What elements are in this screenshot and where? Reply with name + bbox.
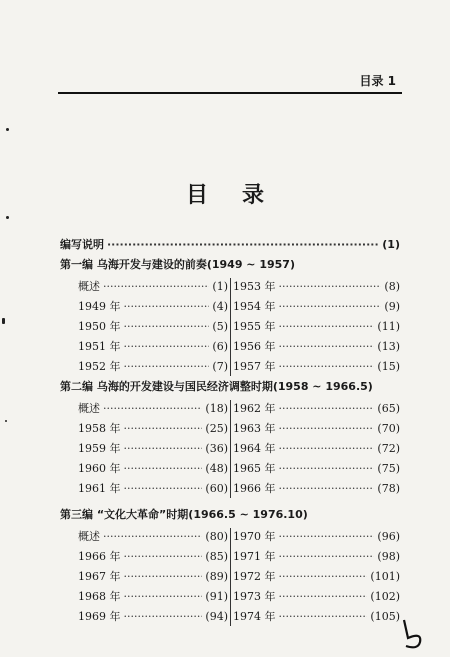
leader-dots — [279, 462, 375, 476]
toc-entry — [78, 530, 228, 544]
toc-entry-label: 1962 年 — [233, 402, 276, 415]
toc-entry — [233, 280, 400, 294]
toc-entry — [233, 442, 400, 456]
leader-dots — [124, 320, 210, 334]
toc-entry-page: (5) — [212, 320, 228, 333]
toc-entry-label: 概述 — [78, 402, 100, 415]
leader-dots — [279, 422, 375, 436]
toc-section-heading: 第三编 “文化大革命”时期(1966.5 ~ 1976.10) — [60, 508, 308, 521]
leader-dots — [124, 610, 203, 624]
column-separator — [230, 528, 231, 626]
toc-entry-page: (48) — [205, 462, 228, 475]
leader-dots — [124, 340, 210, 354]
toc-entry-label: 概述 — [78, 280, 100, 293]
toc-entry-label: 1974 年 — [233, 610, 276, 623]
toc-entry-label: 1960 年 — [78, 462, 121, 475]
toc-entry-label: 1972 年 — [233, 570, 276, 583]
toc-entry-label: 1963 年 — [233, 422, 276, 435]
toc-entry-page: (80) — [205, 530, 228, 543]
toc-entry — [78, 550, 228, 564]
scan-speck — [6, 128, 9, 131]
toc-entry-label: 1971 年 — [233, 550, 276, 563]
toc-entry-page: (9) — [384, 300, 400, 313]
leader-dots — [279, 570, 368, 584]
toc-entry-page: (15) — [377, 360, 400, 373]
leader-dots — [124, 422, 203, 436]
toc-entry — [233, 610, 400, 624]
leader-dots — [124, 300, 210, 314]
toc-entry-label: 1952 年 — [78, 360, 121, 373]
toc-entry — [233, 300, 400, 314]
leader-dots — [124, 590, 203, 604]
leader-dots — [279, 590, 368, 604]
toc-entry-page: (18) — [205, 402, 228, 415]
toc-entry — [78, 402, 228, 416]
toc-entry-page: (101) — [370, 570, 400, 583]
toc-entry — [78, 360, 228, 374]
toc-entry-label: 1958 年 — [78, 422, 121, 435]
toc-entry-page: (78) — [377, 482, 400, 495]
toc-entry-page: (72) — [377, 442, 400, 455]
toc-entry-label: 1953 年 — [233, 280, 276, 293]
leader-dots — [124, 482, 203, 496]
toc-entry-label: 1950 年 — [78, 320, 121, 333]
toc-entry — [233, 402, 400, 416]
toc-entry-page: (7) — [212, 360, 228, 373]
toc-entry — [233, 462, 400, 476]
toc-entry-label: 1965 年 — [233, 462, 276, 475]
toc-entry-label: 1959 年 — [78, 442, 121, 455]
toc-entry-page: (36) — [205, 442, 228, 455]
leader-dots — [107, 238, 379, 252]
toc-entry — [78, 442, 228, 456]
scan-speck — [6, 216, 9, 219]
leader-dots — [124, 462, 203, 476]
toc-section-heading: 第一编 乌海开发与建设的前奏(1949 ~ 1957) — [60, 258, 295, 271]
toc-entry — [78, 320, 228, 334]
toc-entry-label: 1967 年 — [78, 570, 121, 583]
toc-entry-label: 1969 年 — [78, 610, 121, 623]
toc-entry — [233, 360, 400, 374]
toc-entry-page: (75) — [377, 462, 400, 475]
toc-entry-page: (6) — [212, 340, 228, 353]
toc-entry-page: (4) — [212, 300, 228, 313]
scan-speck — [5, 420, 7, 422]
leader-dots — [279, 550, 375, 564]
leader-dots — [279, 320, 375, 334]
toc-entry-page: (89) — [205, 570, 228, 583]
toc-entry-label: 1957 年 — [233, 360, 276, 373]
leader-dots — [103, 530, 202, 544]
toc-entry — [233, 340, 400, 354]
toc-entry-page: (25) — [205, 422, 228, 435]
toc-entry — [78, 590, 228, 604]
toc-entry-page: (98) — [377, 550, 400, 563]
leader-dots — [279, 610, 368, 624]
column-separator — [230, 278, 231, 376]
toc-entry — [233, 530, 400, 544]
toc-entry-page: (102) — [370, 590, 400, 603]
toc-entry — [78, 422, 228, 436]
toc-entry — [78, 300, 228, 314]
toc-entry — [233, 320, 400, 334]
toc-preface — [60, 238, 400, 252]
toc-entry — [78, 340, 228, 354]
toc-entry-page: (11) — [377, 320, 400, 333]
leader-dots — [124, 550, 203, 564]
toc-entry-label: 1968 年 — [78, 590, 121, 603]
toc-entry-label: 概述 — [78, 530, 100, 543]
leader-dots — [124, 570, 203, 584]
toc-entry-page: (105) — [370, 610, 400, 623]
toc-entry-page: (65) — [377, 402, 400, 415]
running-header-text: 目录 1 — [359, 74, 396, 88]
toc-entry — [78, 570, 228, 584]
toc-entry-page: (91) — [205, 590, 228, 603]
leader-dots — [279, 530, 375, 544]
toc-entry-label: 1966 年 — [233, 482, 276, 495]
leader-dots — [279, 340, 375, 354]
toc-entry-page: (13) — [377, 340, 400, 353]
toc-entry — [233, 482, 400, 496]
toc-entry — [233, 422, 400, 436]
toc-entry-label: 1961 年 — [78, 482, 121, 495]
toc-entry-label: 1954 年 — [233, 300, 276, 313]
toc-preface-page: (1) — [382, 238, 400, 251]
toc-entry-page: (8) — [384, 280, 400, 293]
page-title: 目录 — [185, 183, 298, 208]
toc-entry-label: 1964 年 — [233, 442, 276, 455]
toc-entry-label: 1956 年 — [233, 340, 276, 353]
toc-entry — [233, 550, 400, 564]
toc-entry-page: (96) — [377, 530, 400, 543]
leader-dots — [103, 280, 209, 294]
toc-entry-label: 1951 年 — [78, 340, 121, 353]
leader-dots — [279, 402, 375, 416]
toc-entry — [78, 280, 228, 294]
scan-speck — [2, 318, 5, 324]
toc-entry-page: (94) — [205, 610, 228, 623]
toc-entry-label: 1966 年 — [78, 550, 121, 563]
leader-dots — [124, 360, 210, 374]
leader-dots — [279, 442, 375, 456]
leader-dots — [279, 280, 382, 294]
toc-entry-label: 1970 年 — [233, 530, 276, 543]
toc-entry-page: (1) — [212, 280, 228, 293]
toc-entry-page: (85) — [205, 550, 228, 563]
leader-dots — [279, 482, 375, 496]
toc-entry-label: 1955 年 — [233, 320, 276, 333]
toc-entry — [233, 590, 400, 604]
leader-dots — [279, 360, 375, 374]
toc-entry-label: 1949 年 — [78, 300, 121, 313]
toc-preface-label: 编写说明 — [60, 238, 104, 251]
leader-dots — [279, 300, 382, 314]
toc-entry-page: (70) — [377, 422, 400, 435]
column-separator — [230, 400, 231, 498]
leader-dots — [124, 442, 203, 456]
leader-dots — [103, 402, 202, 416]
toc-entry — [78, 610, 228, 624]
toc-section-heading: 第二编 乌海的开发建设与国民经济调整时期(1958 ~ 1966.5) — [60, 380, 373, 393]
toc-entry-label: 1973 年 — [233, 590, 276, 603]
toc-entry-page: (60) — [205, 482, 228, 495]
toc-entry — [233, 570, 400, 584]
toc-entry — [78, 482, 228, 496]
toc-entry — [78, 462, 228, 476]
pen-stroke-mark — [396, 612, 436, 652]
running-header — [58, 70, 402, 94]
